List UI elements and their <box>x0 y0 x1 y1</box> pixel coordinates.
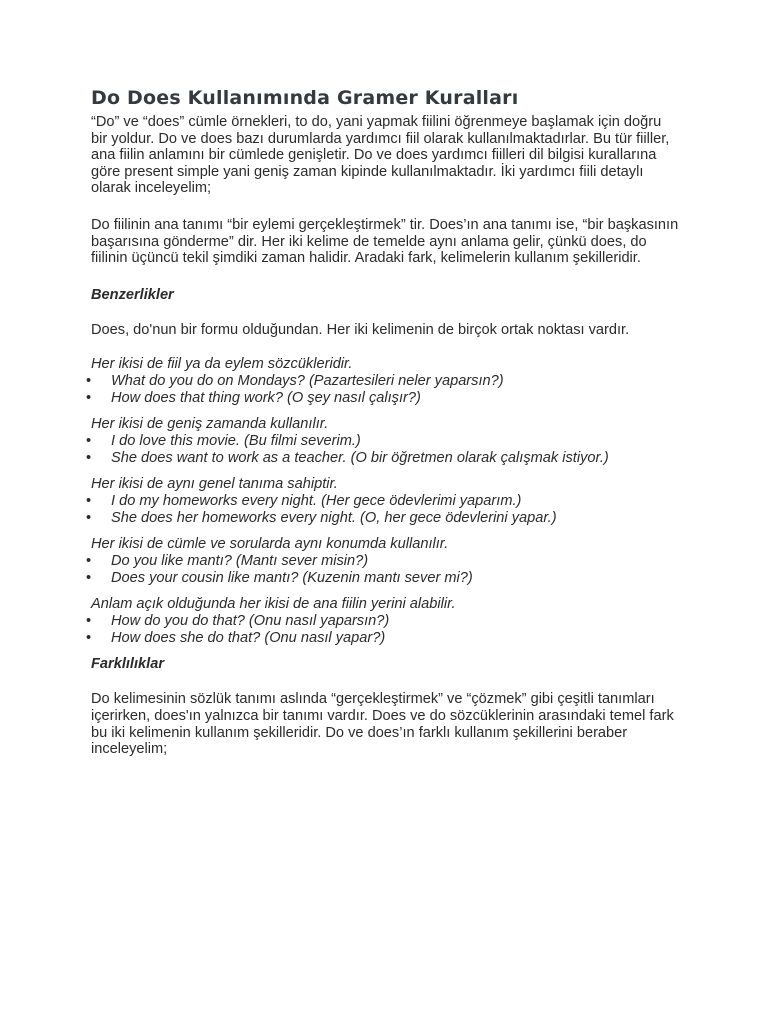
bullet-icon: • <box>86 570 92 587</box>
group-statement: Her ikisi de aynı genel tanıma sahiptir. <box>91 476 338 493</box>
intro-paragraph: “Do” ve “does” cümle örnekleri, to do, yani yapmak fiilini öğrenmeye başlamak için doğru bir yoldur. Do ve does bazı durumlarda yardımcı fiil olarak kullanılmaktadırlar. Bu tür fiiller, ana fiilin anlamını bir cümlede genişletir. Do ve does yardımcı fiilleri dil bilgisi kurallarına göre present simple yani geniş zaman kipinde kullanılmaktadır. İki yardımcı fiili detaylı olarak inceleyelim; <box>91 114 670 197</box>
group-statement: Her ikisi de geniş zamanda kullanılır. <box>91 416 329 433</box>
group-statement: Her ikisi de fiil ya da eylem sözcükleridir. <box>91 356 353 373</box>
example-text: What do you do on Mondays? (Pazartesileri neler yaparsın?) <box>111 373 504 390</box>
differences-heading: Farklılıklar <box>91 656 165 673</box>
list-item <box>86 390 676 407</box>
example-text: She does her homeworks every night. (O, her gece ödevlerini yapar.) <box>111 510 557 527</box>
list-item <box>86 450 676 467</box>
example-text: I do my homeworks every night. (Her gece ödevlerimi yaparım.) <box>111 493 522 510</box>
example-text: How does that thing work? (O şey nasıl çalışır?) <box>111 390 421 407</box>
example-text: How do you do that? (Onu nasıl yaparsın?) <box>111 613 390 630</box>
example-list <box>86 373 676 407</box>
list-item <box>86 630 676 647</box>
differences-paragraph: Do kelimesinin sözlük tanımı aslında “gerçekleştirmek” ve “çözmek” gibi çeşitli tanımları içerirken, does'ın yalnızca bir tanımı vardır. Does ve do sözcüklerinin arasındaki temel fark bu iki kelimenin kullanım şekilleridir. Do ve does’ın farklı kullanım şekillerini beraber inceleyelim; <box>91 691 674 758</box>
example-list <box>86 433 676 467</box>
bullet-icon: • <box>86 433 92 450</box>
group-statement: Her ikisi de cümle ve sorularda aynı konumda kullanılır. <box>91 536 449 553</box>
group-statement: Anlam açık olduğunda her ikisi de ana fiilin yerini alabilir. <box>91 596 456 613</box>
example-text: Does your cousin like mantı? (Kuzenin mantı sever mi?) <box>111 570 473 587</box>
bullet-icon: • <box>86 390 92 407</box>
bullet-icon: • <box>86 613 92 630</box>
example-text: How does she do that? (Onu nasıl yapar?) <box>111 630 386 647</box>
example-text: Do you like mantı? (Mantı sever misin?) <box>111 553 369 570</box>
example-list <box>86 613 676 647</box>
list-item <box>86 570 676 587</box>
document-title: Do Does Kullanımında Gramer Kuralları <box>91 87 519 109</box>
bullet-icon: • <box>86 493 92 510</box>
bullet-icon: • <box>86 630 92 647</box>
list-item <box>86 553 676 570</box>
list-item <box>86 433 676 450</box>
list-item <box>86 373 676 390</box>
example-text: She does want to work as a teacher. (O bir öğretmen olarak çalışmak istiyor.) <box>111 450 609 467</box>
list-item <box>86 493 676 510</box>
bullet-icon: • <box>86 373 92 390</box>
similarities-heading: Benzerlikler <box>91 286 174 303</box>
bullet-icon: • <box>86 510 92 527</box>
definition-paragraph: Do fiilinin ana tanımı “bir eylemi gerçekleştirmek” tir. Does’ın ana tanımı ise, “bir başkasının başarısına gönderme” dir. Her iki kelime de temelde aynı anlama gelir, çünkü does, do fiilinin üçüncü tekil şimdiki zaman halidir. Aradaki fark, kelimelerin kullanım şekilleridir. <box>91 216 679 267</box>
bullet-icon: • <box>86 450 92 467</box>
list-item <box>86 613 676 630</box>
example-list <box>86 493 676 527</box>
list-item <box>86 510 676 527</box>
similarities-intro: Does, do'nun bir formu olduğundan. Her iki kelimenin de birçok ortak noktası vardır. <box>91 321 630 338</box>
bullet-icon: • <box>86 553 92 570</box>
example-list <box>86 553 676 587</box>
document-page <box>86 86 681 758</box>
example-text: I do love this movie. (Bu filmi severim.) <box>111 433 361 450</box>
